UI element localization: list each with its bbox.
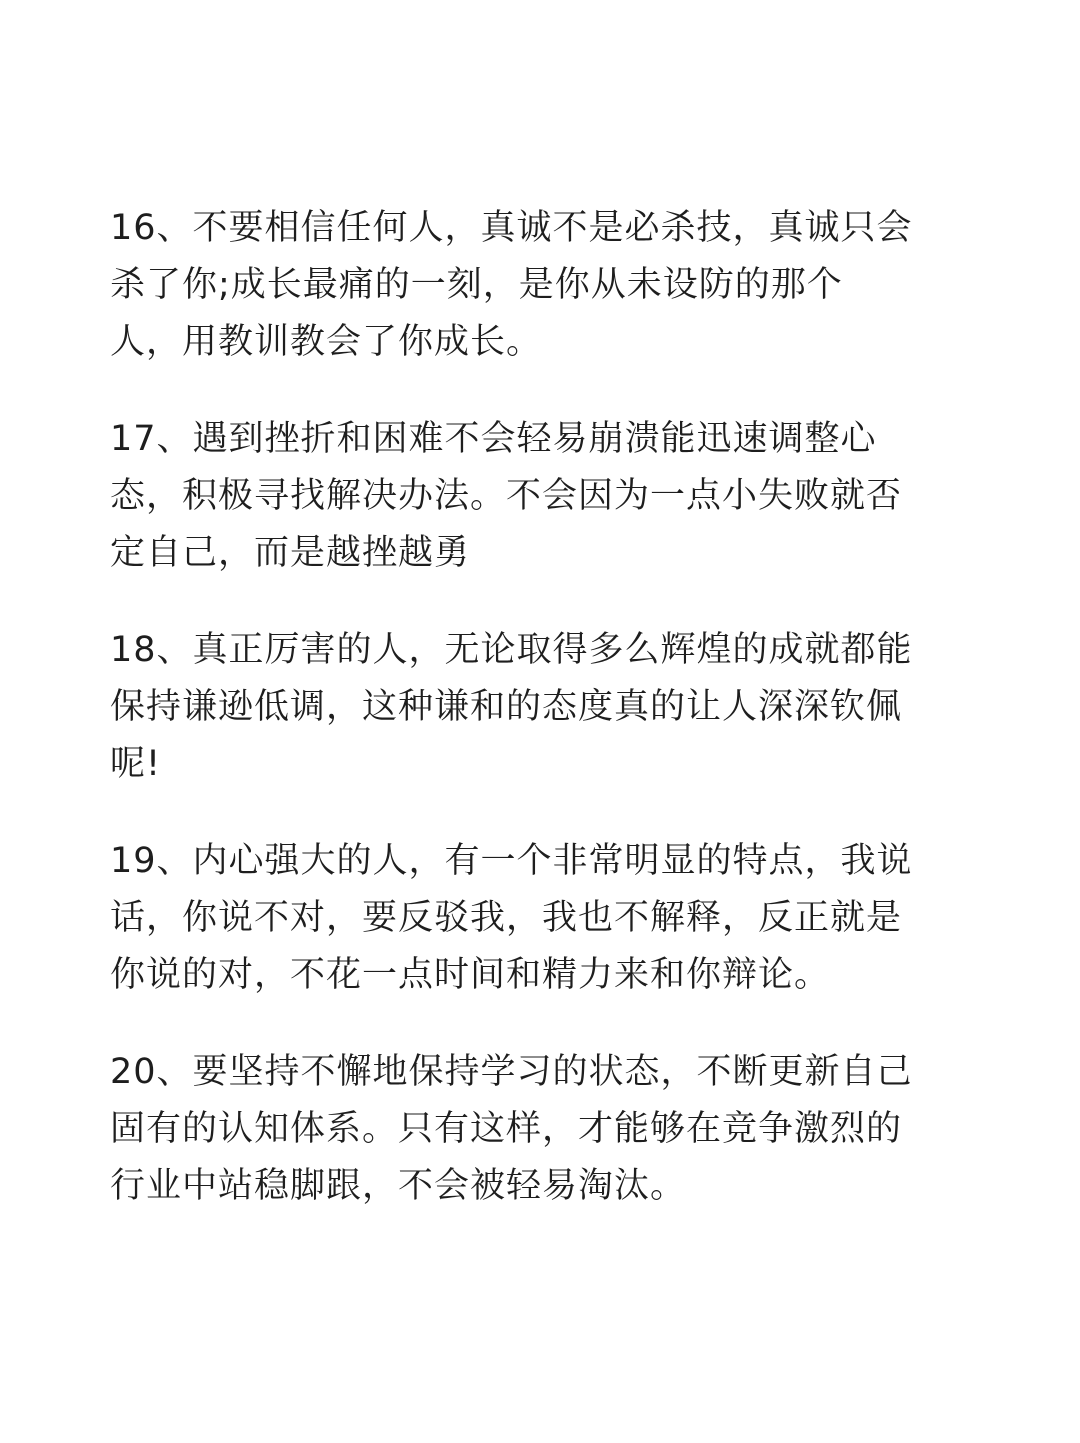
paragraph-19 — [110, 833, 980, 1004]
paragraph-line: 定自己，而是越挫越勇 — [110, 533, 471, 573]
paragraph-line: 18、真正厉害的人，无论取得多么辉煌的成就都能 — [110, 630, 913, 670]
paragraph-line: 16、不要相信任何人，真诚不是必杀技，真诚只会 — [110, 208, 913, 248]
paragraph-line: 呢! — [110, 744, 162, 784]
paragraph-20 — [110, 1044, 980, 1215]
paragraph-line: 话，你说不对，要反驳我，我也不解释，反正就是 — [110, 898, 903, 938]
paragraph-line: 人，用教训教会了你成长。 — [110, 322, 543, 362]
paragraph-line: 态，积极寻找解决办法。不会因为一点小失败就否 — [110, 476, 903, 516]
paragraph-line: 行业中站稳脚跟，不会被轻易淘汰。 — [110, 1166, 687, 1206]
paragraph-16 — [110, 200, 980, 371]
paragraph-line: 19、内心强大的人，有一个非常明显的特点，我说 — [110, 841, 913, 881]
paragraph-line: 17、遇到挫折和困难不会轻易崩溃能迅速调整心 — [110, 419, 877, 459]
paragraph-18 — [110, 622, 980, 793]
content — [110, 200, 980, 1255]
paragraph-17 — [110, 411, 980, 582]
paragraph-line: 杀了你;成长最痛的一刻，是你从未设防的那个 — [110, 265, 843, 305]
paragraph-line: 保持谦逊低调，这种谦和的态度真的让人深深钦佩 — [110, 687, 903, 727]
paragraph-line: 固有的认知体系。只有这样，才能够在竞争激烈的 — [110, 1109, 903, 1149]
paragraph-line: 20、要坚持不懈地保持学习的状态，不断更新自己 — [110, 1052, 913, 1092]
paragraph-line: 你说的对，不花一点时间和精力来和你辩论。 — [110, 955, 831, 995]
